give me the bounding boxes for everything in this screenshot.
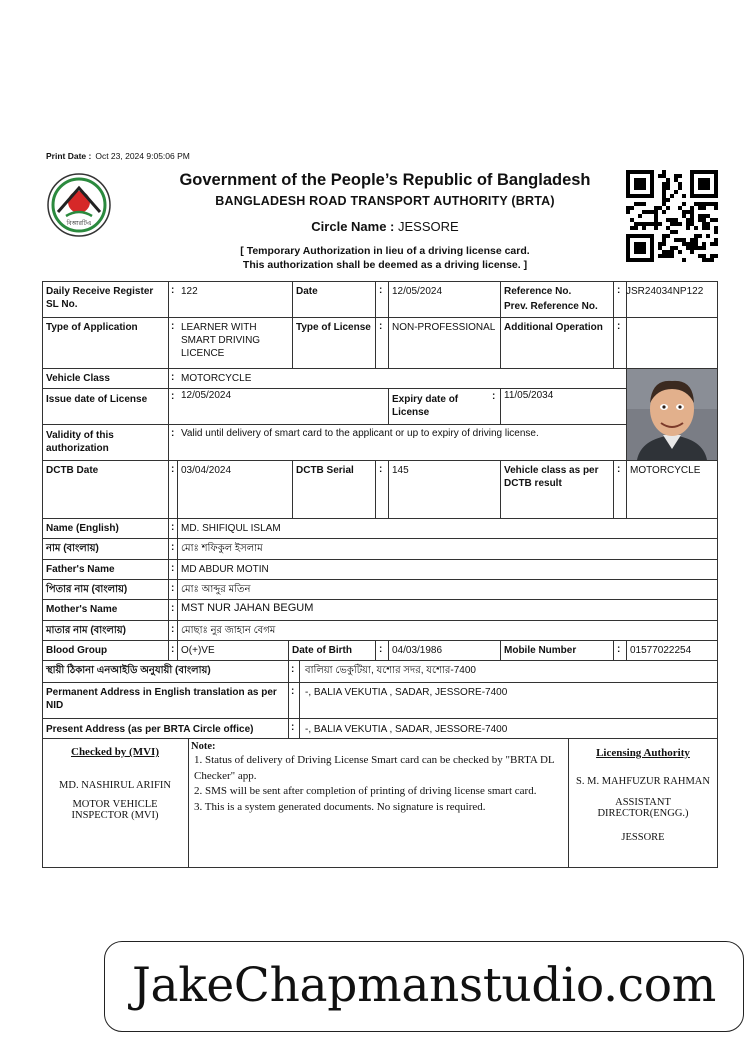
separator: : [379, 285, 383, 296]
note-block [191, 740, 565, 815]
note-item: 3. This is a system generated documents. No signature is required. [194, 800, 486, 813]
vehicle-class-label: Vehicle Class [46, 373, 110, 384]
separator: : [171, 542, 175, 553]
mother-name-bn-value: মোছাঃ নুর জাহান বেগম [181, 625, 276, 636]
separator: : [617, 285, 621, 296]
present-address-label: Present Address (as per BRTA Circle office) [46, 724, 254, 735]
licensing-title: Licensing Authority [596, 747, 690, 759]
additional-operation-label: Additional Operation [504, 322, 603, 333]
separator: : [291, 722, 295, 733]
mobile-value: 01577022254 [630, 645, 692, 656]
father-name-bn-label: পিতার নাম (বাংলায়) [46, 584, 128, 595]
qr-code-icon [626, 170, 718, 262]
separator: : [171, 464, 175, 475]
type-application-value: LEARNER WITH SMART DRIVING LICENCE [181, 322, 261, 359]
applicant-photo [627, 369, 717, 460]
brta-logo [46, 172, 112, 238]
separator: : [171, 583, 175, 594]
mother-name-bn-label: মাতার নাম (বাংলায়) [46, 625, 127, 636]
licensing-designation-2: DIRECTOR(ENGG.) [597, 808, 689, 819]
checked-by-designation-2: INSPECTOR (MVI) [71, 810, 159, 821]
mother-name-value: MST NUR JAHAN BEGUM [181, 602, 314, 614]
name-en-value: MD. SHIFIQUL ISLAM [181, 523, 281, 534]
note-item: 2. SMS will be sent after completion of printing of driving license smart card. [194, 785, 537, 797]
separator: : [171, 624, 175, 635]
note-item: 1. Status of delivery of Driving License Smart card can be checked by "BRTA DL Checker" app. [194, 754, 555, 782]
mobile-label: Mobile Number [504, 645, 577, 656]
father-name-value: MD ABDUR MOTIN [181, 564, 269, 575]
mother-name-label: Mother's Name [46, 604, 118, 615]
separator: : [492, 391, 496, 402]
name-en-label: Name (English) [46, 523, 119, 534]
watermark-banner: JakeChapmanstudio.com [104, 941, 744, 1032]
expiry-date-value: 11/05/2034 [504, 390, 554, 401]
checked-by-block [42, 746, 188, 821]
name-bn-label: নাম (বাংলায়) [46, 543, 99, 554]
dctb-date-label: DCTB Date [46, 465, 99, 476]
vehicle-class-value: MOTORCYCLE [181, 373, 252, 384]
father-name-label: Father's Name [46, 564, 115, 575]
circle-name: Circle Name : JESSORE [311, 219, 459, 234]
dctb-result-value: MOTORCYCLE [630, 465, 701, 476]
date-label: Date [296, 286, 318, 297]
dob-label: Date of Birth [292, 645, 352, 656]
separator: : [171, 522, 175, 533]
note-title: Note: [191, 741, 216, 752]
type-license-value: NON-PROFESSIONAL [392, 322, 496, 333]
issue-date-label: Issue date of License [46, 394, 148, 405]
reference-label: Reference No. Prev. Reference No. [504, 286, 598, 312]
dctb-serial-label: DCTB Serial [296, 465, 354, 476]
header-title: Government of the People’s Republic of Bangladesh [179, 171, 591, 189]
present-address-value: -, BALIA VEKUTIA , SADAR, JESSORE-7400 [305, 724, 508, 735]
separator: : [617, 644, 621, 655]
separator: : [617, 321, 621, 332]
separator: : [171, 372, 175, 383]
type-application-label: Type of Application [46, 322, 138, 333]
permanent-address-en-label: Permanent Address in English translation as per NID [46, 687, 277, 711]
separator: : [171, 321, 175, 332]
father-name-bn-value: মোঃ আব্দুর মতিন [181, 584, 251, 595]
dctb-date-value: 03/04/2024 [181, 465, 232, 476]
permanent-address-bn-value: বালিয়া ভেকুটিয়া, যশোর সদর, যশোর-7400 [305, 665, 476, 676]
separator: : [379, 321, 383, 332]
expiry-date-label: Expiry date of License [392, 394, 459, 418]
date-value: 12/05/2024 [392, 286, 443, 297]
header-subtitle: BANGLADESH ROAD TRANSPORT AUTHORITY (BRTA) [215, 194, 555, 208]
validity-value: Valid until delivery of smart card to the applicant or up to expiry of driving license. [181, 428, 539, 439]
checked-by-title: Checked by (MVI) [71, 746, 159, 758]
permanent-address-en-value: -, BALIA VEKUTIA , SADAR, JESSORE-7400 [305, 687, 508, 698]
licensing-authority-block [568, 747, 718, 843]
separator: : [291, 686, 295, 697]
licensing-office: JESSORE [621, 832, 665, 843]
separator: : [171, 603, 175, 614]
name-bn-value: মোঃ শফিকুল ইসলাম [181, 543, 263, 554]
licensing-name: S. M. MAHFUZUR RAHMAN [576, 776, 710, 787]
type-license-label: Type of License [296, 322, 371, 333]
separator: : [617, 464, 621, 475]
blood-group-label: Blood Group [46, 645, 108, 656]
separator: : [379, 464, 383, 475]
separator: : [171, 428, 175, 439]
separator: : [291, 664, 295, 675]
blood-group-value: O(+)VE [181, 645, 215, 656]
dctb-result-label: Vehicle class as per DCTB result [504, 465, 599, 489]
checked-by-name: MD. NASHIRUL ARIFIN [59, 780, 171, 791]
separator: : [171, 563, 175, 574]
print-date: Print Date : Oct 23, 2024 9:05:06 PM [46, 151, 190, 161]
daily-register-value: 122 [181, 286, 198, 297]
licensing-designation-1: ASSISTANT [615, 797, 671, 808]
logo-text: বিআরটিএ [66, 221, 92, 227]
validity-label: Validity of this authorization [46, 430, 114, 454]
separator: : [171, 285, 175, 296]
issue-date-value: 12/05/2024 [181, 390, 232, 401]
permanent-address-bn-label: স্থায়ী ঠিকানা এনআইডি অনুযায়ী (বাংলায়) [46, 665, 211, 676]
header-note: [ Temporary Authorization in lieu of a driving license card. This authorization shall be deemed as a driving license. ] [240, 245, 530, 271]
dob-value: 04/03/1986 [392, 645, 443, 656]
separator: : [379, 644, 383, 655]
dctb-serial-value: 145 [392, 465, 409, 476]
checked-by-designation-1: MOTOR VEHICLE [72, 799, 158, 810]
separator: : [171, 391, 175, 402]
additional-operation-value [626, 318, 717, 324]
separator: : [171, 644, 175, 655]
reference-value: JSR24034NP122 [626, 286, 704, 297]
daily-register-label: Daily Receive Register SL No. [46, 286, 154, 310]
